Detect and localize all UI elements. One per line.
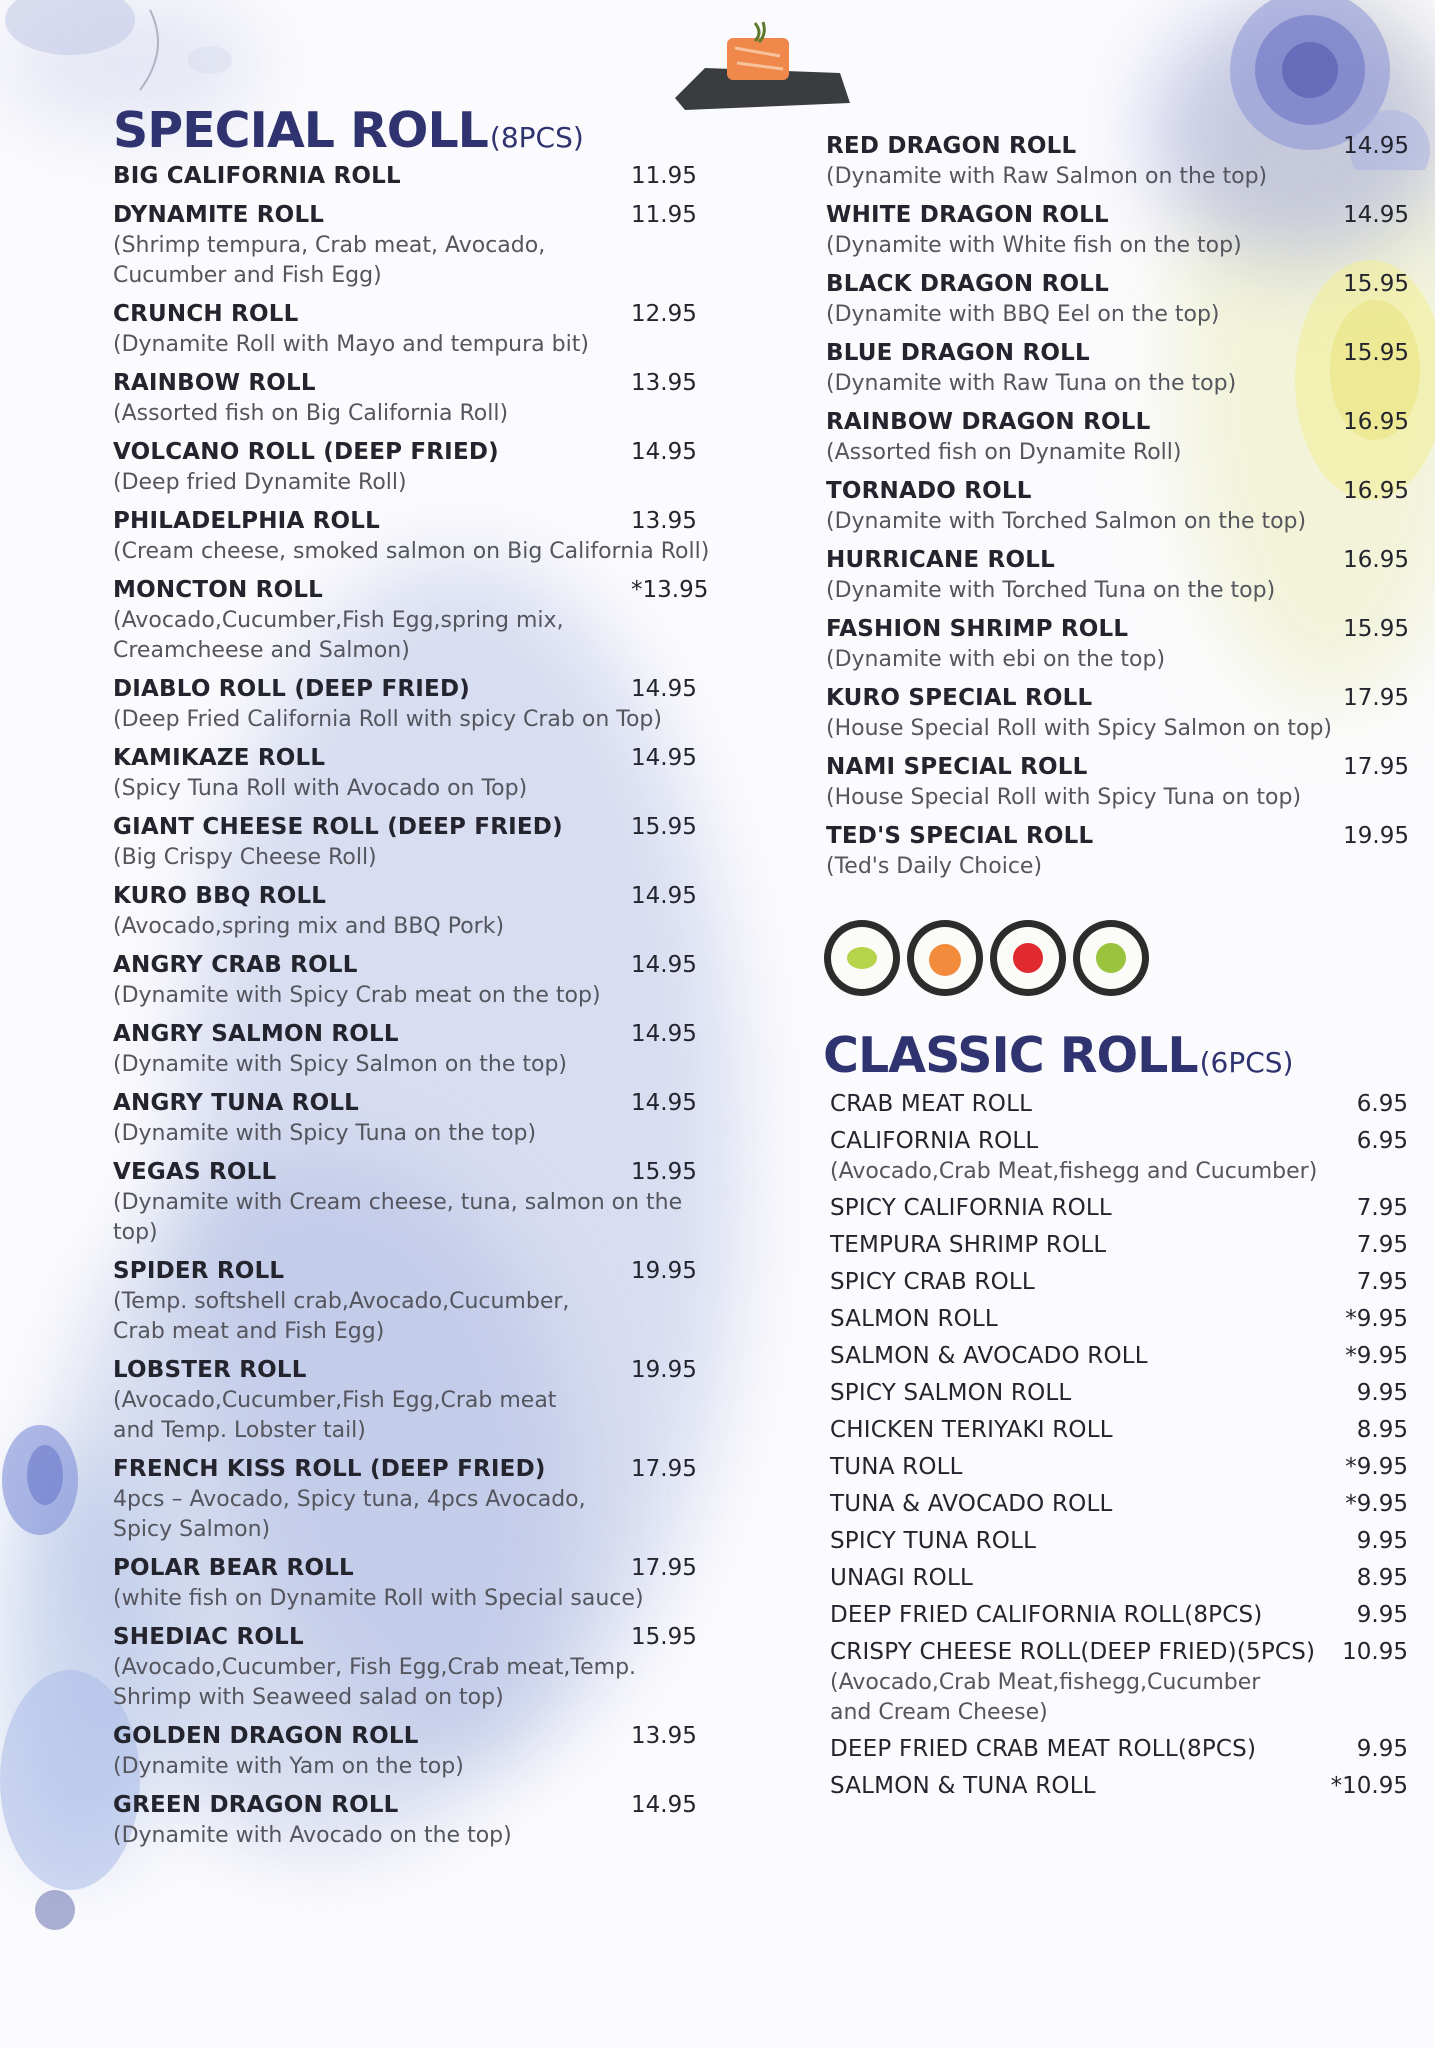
item-description: (Dynamite with BBQ Eel on the top)	[826, 302, 1220, 327]
menu-item	[113, 1256, 713, 1347]
item-price: 16.95	[1343, 547, 1409, 573]
item-description: (white fish on Dynamite Roll with Special sauce)	[113, 1586, 644, 1611]
item-price: 6.95	[1356, 1091, 1408, 1117]
menu-item	[826, 338, 1409, 399]
menu-item	[830, 1563, 1408, 1594]
item-price: 9.95	[1356, 1602, 1408, 1628]
menu-item	[113, 1157, 713, 1248]
menu-item	[826, 269, 1409, 330]
item-price: 17.95	[1343, 685, 1409, 711]
item-name: DEEP FRIED CRAB MEAT ROLL(8PCS)	[830, 1736, 1257, 1762]
menu-item	[830, 1526, 1408, 1557]
item-name: CALIFORNIA ROLL	[830, 1128, 1039, 1154]
item-name: NAMI SPECIAL ROLL	[826, 754, 1088, 780]
item-description: (Spicy Tuna Roll with Avocado on Top)	[113, 776, 528, 801]
menu-item	[826, 200, 1409, 261]
item-price: 15.95	[631, 1159, 697, 1185]
item-price: 15.95	[1343, 271, 1409, 297]
menu-item	[113, 1790, 713, 1851]
item-price: 15.95	[1343, 340, 1409, 366]
menu-item	[113, 743, 713, 804]
item-name: FRENCH KISS ROLL (DEEP FRIED)	[113, 1456, 546, 1482]
item-price: 14.95	[631, 1090, 697, 1116]
menu-item	[113, 950, 713, 1011]
item-name: MONCTON ROLL	[113, 577, 324, 603]
menu-item	[826, 545, 1409, 606]
item-name: RAINBOW ROLL	[113, 370, 316, 396]
item-price: 9.95	[1356, 1528, 1408, 1554]
item-name: GOLDEN DRAGON ROLL	[113, 1723, 419, 1749]
maki-salmon-icon	[907, 920, 983, 996]
item-price: *9.95	[1345, 1454, 1408, 1480]
item-price: 14.95	[1343, 202, 1409, 228]
menu-item	[113, 1019, 713, 1080]
menu-item	[830, 1637, 1408, 1728]
item-name: SPICY CALIFORNIA ROLL	[830, 1195, 1112, 1221]
menu-item	[830, 1304, 1408, 1335]
menu-item	[113, 200, 713, 291]
classic-roll-pieces: (6PCS)	[1199, 1046, 1294, 1079]
item-price: 12.95	[631, 301, 697, 327]
item-name: GIANT CHEESE ROLL (DEEP FRIED)	[113, 814, 563, 840]
item-price: 13.95	[631, 508, 697, 534]
item-name: TUNA & AVOCADO ROLL	[830, 1491, 1113, 1517]
item-price: 19.95	[631, 1258, 697, 1284]
menu-item	[113, 1553, 713, 1614]
item-name: SPICY CRAB ROLL	[830, 1269, 1035, 1295]
special-roll-pieces: (8PCS)	[489, 121, 584, 154]
item-name: SALMON ROLL	[830, 1306, 998, 1332]
item-price: 14.95	[631, 1792, 697, 1818]
item-price: 13.95	[631, 1723, 697, 1749]
item-price: *9.95	[1345, 1306, 1408, 1332]
item-description: (Dynamite with Cream cheese, tuna, salmon on the top)	[113, 1190, 683, 1245]
item-description: (Dynamite with Spicy Tuna on the top)	[113, 1121, 537, 1146]
item-description: (Dynamite with Raw Salmon on the top)	[826, 164, 1268, 189]
item-name: DYNAMITE ROLL	[113, 202, 325, 228]
maki-picture-row	[822, 918, 1162, 1002]
menu-item	[113, 161, 713, 192]
item-name: VOLCANO ROLL (DEEP FRIED)	[113, 439, 499, 465]
item-price: 11.95	[631, 163, 697, 189]
item-description: (Avocado,Cucumber,Fish Egg,spring mix, Creamcheese and Salmon)	[113, 608, 564, 663]
item-name: GREEN DRAGON ROLL	[113, 1792, 399, 1818]
item-description: (Avocado,Crab Meat,fishegg,Cucumber and Cream Cheese)	[830, 1670, 1261, 1725]
item-name: SPICY SALMON ROLL	[830, 1380, 1072, 1406]
menu-item	[113, 575, 713, 666]
item-price: 9.95	[1356, 1736, 1408, 1762]
menu-item	[830, 1600, 1408, 1631]
item-name: SHEDIAC ROLL	[113, 1624, 304, 1650]
item-description: (Dynamite with Avocado on the top)	[113, 1823, 512, 1848]
item-price: 17.95	[1343, 754, 1409, 780]
item-price: 14.95	[631, 676, 697, 702]
item-description: (House Special Roll with Spicy Salmon on top)	[826, 716, 1332, 741]
item-price: 15.95	[631, 814, 697, 840]
item-description: (Avocado,Crab Meat,fishegg and Cucumber)	[830, 1159, 1318, 1184]
item-name: VEGAS ROLL	[113, 1159, 277, 1185]
menu-item	[113, 881, 713, 942]
item-description: (Dynamite with Torched Tuna on the top)	[826, 578, 1276, 603]
item-price: 14.95	[631, 883, 697, 909]
item-price: 19.95	[631, 1357, 697, 1383]
item-name: BLACK DRAGON ROLL	[826, 271, 1109, 297]
item-name: TUNA ROLL	[830, 1454, 963, 1480]
item-description: (Dynamite with ebi on the top)	[826, 647, 1166, 672]
item-name: KAMIKAZE ROLL	[113, 745, 326, 771]
item-description: (Dynamite with Spicy Crab meat on the top)	[113, 983, 601, 1008]
item-description: (Assorted fish on Big California Roll)	[113, 401, 509, 426]
special-roll-right-list	[826, 131, 1409, 890]
item-name: RAINBOW DRAGON ROLL	[826, 409, 1151, 435]
item-name: KURO BBQ ROLL	[113, 883, 327, 909]
item-price: 14.95	[631, 1021, 697, 1047]
item-price: 7.95	[1356, 1195, 1408, 1221]
item-price: 7.95	[1356, 1232, 1408, 1258]
item-description: (Dynamite with Torched Salmon on the top)	[826, 509, 1307, 534]
special-roll-title-text: SPECIAL ROLL	[113, 102, 488, 159]
item-name: ANGRY TUNA ROLL	[113, 1090, 360, 1116]
item-price: 8.95	[1356, 1417, 1408, 1443]
item-name: CRUNCH ROLL	[113, 301, 299, 327]
menu-item	[830, 1126, 1408, 1187]
pale-flower-icon	[0, 0, 240, 110]
item-name: PHILADELPHIA ROLL	[113, 508, 381, 534]
menu-item	[830, 1193, 1408, 1224]
maki-avocado-icon	[824, 920, 900, 996]
menu-item	[113, 1622, 713, 1713]
item-description: (Dynamite with White fish on the top)	[826, 233, 1242, 258]
item-price: 6.95	[1356, 1128, 1408, 1154]
menu-item	[830, 1267, 1408, 1298]
item-name: ANGRY CRAB ROLL	[113, 952, 358, 978]
item-price: 13.95	[631, 370, 697, 396]
item-name: RED DRAGON ROLL	[826, 133, 1077, 159]
item-price: *13.95	[631, 577, 709, 603]
item-price: 16.95	[1343, 409, 1409, 435]
menu-item	[826, 752, 1409, 813]
item-description: 4pcs – Avocado, Spicy tuna, 4pcs Avocado, Spicy Salmon)	[113, 1487, 586, 1542]
item-name: SALMON & TUNA ROLL	[830, 1773, 1096, 1799]
classic-roll-title-text: CLASSIC ROLL	[823, 1027, 1198, 1084]
item-price: *10.95	[1330, 1773, 1408, 1799]
item-name: DIABLO ROLL (DEEP FRIED)	[113, 676, 470, 702]
menu-item	[826, 476, 1409, 537]
item-description: (Big Crispy Cheese Roll)	[113, 845, 377, 870]
item-price: 15.95	[1343, 616, 1409, 642]
menu-item	[830, 1734, 1408, 1765]
item-description: (Ted's Daily Choice)	[826, 854, 1043, 879]
menu-item	[113, 437, 713, 498]
item-name: ANGRY SALMON ROLL	[113, 1021, 399, 1047]
item-description: (Assorted fish on Dynamite Roll)	[826, 440, 1182, 465]
item-description: (Avocado,Cucumber,Fish Egg,Crab meat and Temp. Lobster tail)	[113, 1388, 557, 1443]
item-description: (Avocado,spring mix and BBQ Pork)	[113, 914, 505, 939]
item-name: LOBSTER ROLL	[113, 1357, 307, 1383]
item-name: DEEP FRIED CALIFORNIA ROLL(8PCS)	[830, 1602, 1263, 1628]
item-name: TED'S SPECIAL ROLL	[826, 823, 1094, 849]
menu-item	[113, 1721, 713, 1782]
menu-item	[830, 1452, 1408, 1483]
menu-item	[826, 131, 1409, 192]
nigiri-salmon-icon	[665, 18, 855, 113]
item-price: 15.95	[631, 1624, 697, 1650]
item-description: (Dynamite with Raw Tuna on the top)	[826, 371, 1237, 396]
item-price: 14.95	[631, 952, 697, 978]
menu-item	[113, 674, 713, 735]
menu-item	[830, 1378, 1408, 1409]
item-price: *9.95	[1345, 1343, 1408, 1369]
item-name: UNAGI ROLL	[830, 1565, 973, 1591]
menu-item	[113, 1355, 713, 1446]
item-name: BIG CALIFORNIA ROLL	[113, 163, 401, 189]
menu-item	[826, 407, 1409, 468]
menu-item	[830, 1415, 1408, 1446]
menu-item	[113, 1088, 713, 1149]
menu-item	[830, 1341, 1408, 1372]
item-price: 7.95	[1356, 1269, 1408, 1295]
item-price: 14.95	[631, 745, 697, 771]
special-roll-title	[113, 102, 584, 159]
item-name: SPICY TUNA ROLL	[830, 1528, 1037, 1554]
menu-item	[113, 812, 713, 873]
menu-item	[113, 1454, 713, 1545]
special-roll-left-list	[113, 161, 713, 1859]
item-price: 11.95	[631, 202, 697, 228]
item-name: KURO SPECIAL ROLL	[826, 685, 1093, 711]
item-name: CRISPY CHEESE ROLL(DEEP FRIED)(5PCS)	[830, 1639, 1316, 1665]
classic-roll-title	[823, 1027, 1294, 1084]
item-name: HURRICANE ROLL	[826, 547, 1055, 573]
menu-item	[826, 683, 1409, 744]
item-price: 14.95	[631, 439, 697, 465]
item-description: (Deep fried Dynamite Roll)	[113, 470, 407, 495]
item-price: 14.95	[1343, 133, 1409, 159]
menu-item	[826, 821, 1409, 882]
item-price: 17.95	[631, 1555, 697, 1581]
maki-cucumber-icon	[1073, 920, 1149, 996]
item-price: 8.95	[1356, 1565, 1408, 1591]
item-description: (Deep Fried California Roll with spicy Crab on Top)	[113, 707, 662, 732]
item-description: (Dynamite Roll with Mayo and tempura bit)	[113, 332, 589, 357]
item-name: POLAR BEAR ROLL	[113, 1555, 354, 1581]
item-name: CRAB MEAT ROLL	[830, 1091, 1033, 1117]
item-price: 9.95	[1356, 1380, 1408, 1406]
menu-item	[830, 1230, 1408, 1261]
menu-item	[113, 368, 713, 429]
item-description: (Temp. softshell crab,Avocado,Cucumber, Crab meat and Fish Egg)	[113, 1289, 570, 1344]
menu-item	[826, 614, 1409, 675]
menu-item	[113, 299, 713, 360]
item-name: TORNADO ROLL	[826, 478, 1032, 504]
blue-bud-icon	[0, 1420, 110, 1540]
item-name: SPIDER ROLL	[113, 1258, 285, 1284]
menu-item	[830, 1771, 1408, 1802]
item-name: WHITE DRAGON ROLL	[826, 202, 1109, 228]
item-name: CHICKEN TERIYAKI ROLL	[830, 1417, 1113, 1443]
item-name: SALMON & AVOCADO ROLL	[830, 1343, 1148, 1369]
item-name: TEMPURA SHRIMP ROLL	[830, 1232, 1107, 1258]
item-name: BLUE DRAGON ROLL	[826, 340, 1090, 366]
item-price: 16.95	[1343, 478, 1409, 504]
item-description: (Shrimp tempura, Crab meat, Avocado, Cucumber and Fish Egg)	[113, 233, 546, 288]
item-name: FASHION SHRIMP ROLL	[826, 616, 1129, 642]
item-description: (House Special Roll with Spicy Tuna on top)	[826, 785, 1302, 810]
item-description: (Dynamite with Spicy Salmon on the top)	[113, 1052, 567, 1077]
maki-tuna-icon	[990, 920, 1066, 996]
item-description: (Cream cheese, smoked salmon on Big California Roll)	[113, 539, 710, 564]
item-price: 10.95	[1342, 1639, 1408, 1665]
item-price: 17.95	[631, 1456, 697, 1482]
item-description: (Dynamite with Yam on the top)	[113, 1754, 464, 1779]
item-price: *9.95	[1345, 1491, 1408, 1517]
item-description: (Avocado,Cucumber, Fish Egg,Crab meat,Temp. Shrimp with Seaweed salad on top)	[113, 1655, 637, 1710]
item-price: 19.95	[1343, 823, 1409, 849]
menu-item	[830, 1089, 1408, 1120]
menu-item	[113, 506, 713, 567]
menu-item	[830, 1489, 1408, 1520]
classic-roll-list	[830, 1089, 1408, 1808]
